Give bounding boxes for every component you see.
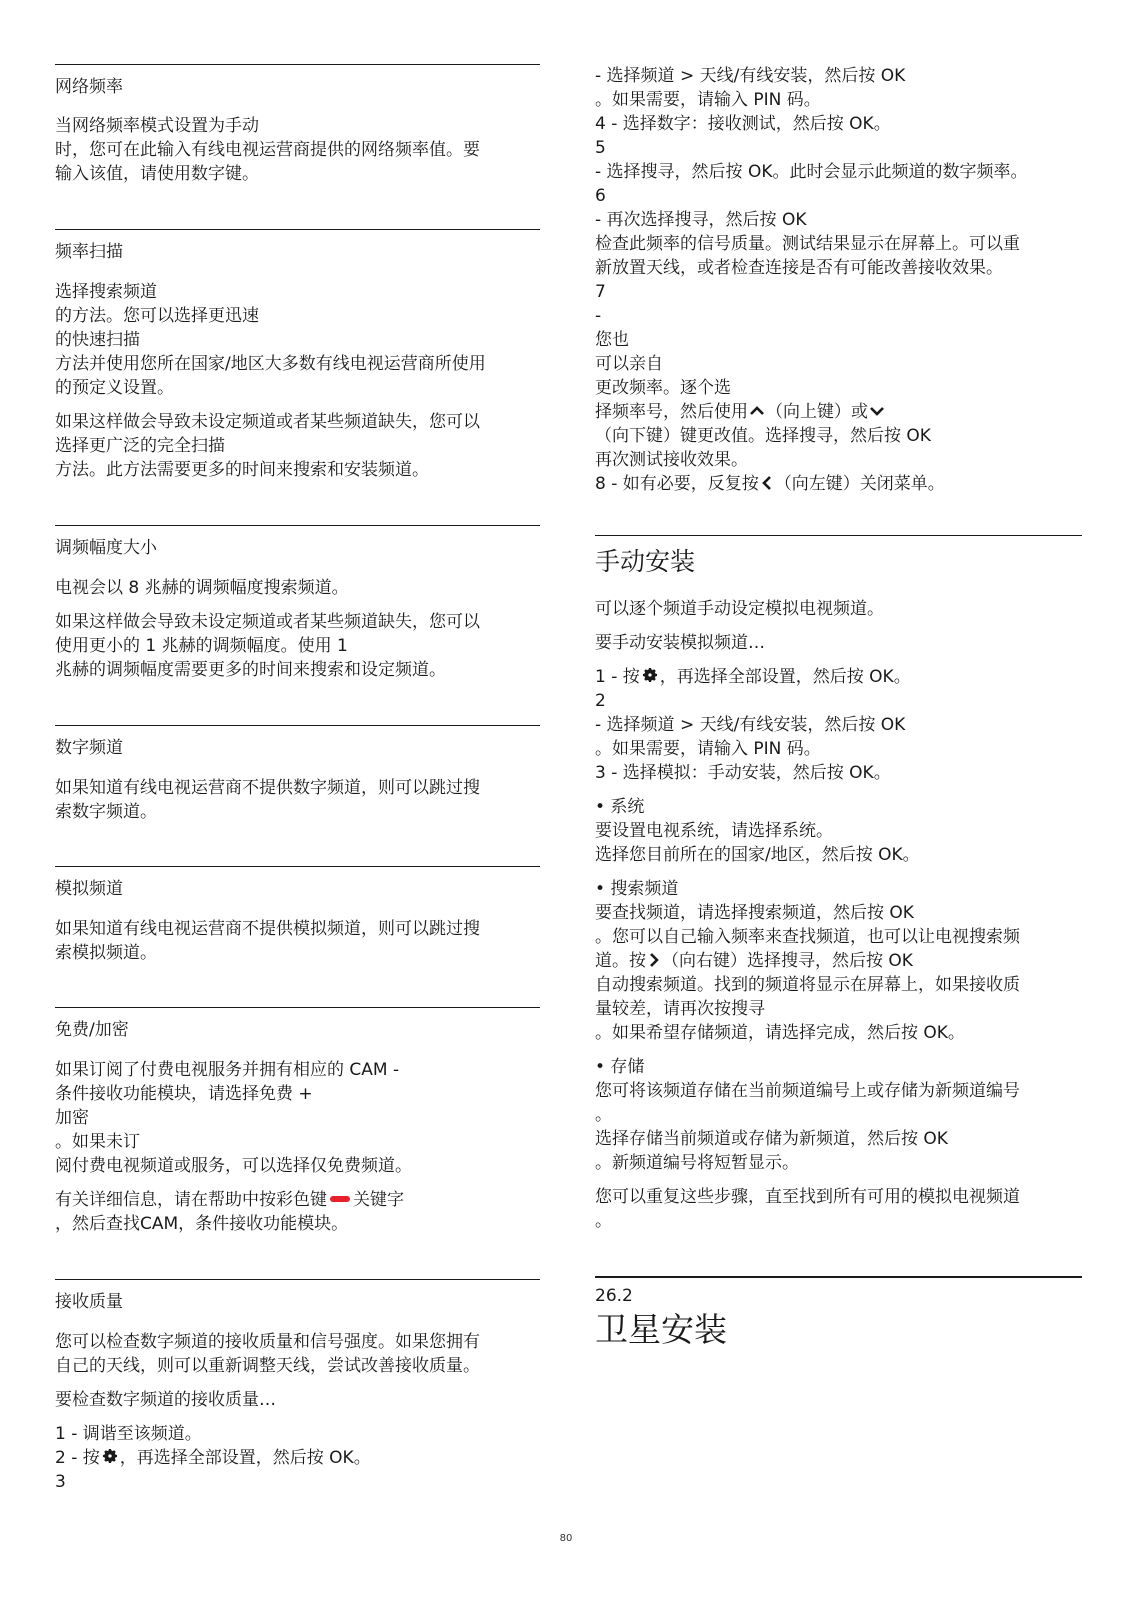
section-title-manual-installation: 手动安装 [595, 547, 696, 576]
paragraph-line: 要查找频道，请选择搜索频道，然后按 OK [595, 903, 914, 923]
paragraph-line: ，然后查找CAM，条件接收功能模块。 [55, 1214, 349, 1234]
section-title-digital-channels: 数字频道 [55, 738, 123, 758]
paragraph-line: 时，您可在此输入有线电视运营商提供的网络频率值。要 [55, 140, 480, 160]
paragraph-line: 方法并使用您所在国家/地区大多数有线电视运营商所使用 [55, 354, 486, 374]
paragraph-line: 要设置电视系统，请选择系统。 [595, 821, 833, 841]
text-fragment: （向左键）关闭菜单。 [774, 474, 945, 494]
paragraph-line: （向下键）键更改值。选择搜寻，然后按 OK [595, 426, 931, 446]
paragraph-line: 使用更小的 1 兆赫的调频幅度。使用 1 [55, 636, 348, 656]
paragraph-line: 量较差，请再次按搜寻 [595, 999, 765, 1019]
page-number: 80 [559, 1533, 573, 1544]
paragraph-line: 的预定义设置。 [55, 378, 174, 398]
paragraph-line: 。您可以自己输入频率来查找频道，也可以让电视搜索频 [595, 927, 1020, 947]
paragraph-line: 的快速扫描 [55, 330, 140, 350]
paragraph-line [595, 665, 911, 689]
chevron-up-icon [749, 403, 765, 419]
settings-gear-icon [641, 666, 659, 684]
paragraph-line: 您可以检查数字频道的接收质量和信号强度。如果您拥有 [55, 1332, 480, 1352]
paragraph-line: 1 - 调谐至该频道。 [55, 1424, 202, 1444]
section-divider [55, 229, 540, 230]
paragraph-line: 6 [595, 186, 606, 206]
paragraph-line [595, 400, 886, 424]
chapter-title: 卫星安装 [595, 1310, 727, 1349]
paragraph-line: 3 - 选择模拟：手动安装，然后按 OK。 [595, 763, 891, 783]
section-divider [595, 535, 1082, 536]
paragraph-line: 3 [55, 1472, 66, 1492]
paragraph-line: 自己的天线，则可以重新调整天线，尝试改善接收质量。 [55, 1356, 480, 1376]
paragraph-line: 的方法。您可以选择更迅速 [55, 306, 259, 326]
paragraph-line: 选择存储当前频道或存储为新频道，然后按 OK [595, 1129, 948, 1149]
paragraph-line: 2 [595, 691, 606, 711]
paragraph-line: 加密 [55, 1108, 89, 1128]
text-fragment: （向上键）或 [766, 402, 868, 422]
bullet-heading: • 存储 [595, 1057, 645, 1077]
paragraph-line: 如果这样做会导致未设定频道或者某些频道缺失，您可以 [55, 412, 480, 432]
paragraph-line: 阅付费电视频道或服务，可以选择仅免费频道。 [55, 1156, 412, 1176]
paragraph-line: 如果知道有线电视运营商不提供数字频道，则可以跳过搜 [55, 778, 480, 798]
paragraph-line [55, 1188, 404, 1212]
paragraph-line: 。如果未订 [55, 1132, 140, 1152]
text-fragment: 8 - 如有必要，反复按 [595, 474, 759, 494]
section-title-analog-channels: 模拟频道 [55, 879, 123, 899]
paragraph-line: 。如果希望存储频道，请选择完成，然后按 OK。 [595, 1023, 965, 1043]
paragraph-line: 。 [595, 1105, 612, 1125]
paragraph-line: - 再次选择搜寻，然后按 OK [595, 210, 807, 230]
paragraph-line [595, 949, 913, 973]
paragraph-line: 。 [595, 1211, 612, 1231]
paragraph-line: 当网络频率模式设置为手动 [55, 116, 259, 136]
text-fragment: ，再选择全部设置，然后按 OK。 [659, 667, 911, 687]
paragraph-line: 再次测试接收效果。 [595, 450, 748, 470]
chevron-left-icon [760, 475, 774, 491]
section-divider [55, 1007, 540, 1008]
paragraph-line: 。如果需要，请输入 PIN 码。 [595, 739, 821, 759]
paragraph-line: 方法。此方法需要更多的时间来搜索和安装频道。 [55, 460, 429, 480]
paragraph-line: 如果订阅了付费电视服务并拥有相应的 CAM - [55, 1060, 400, 1080]
paragraph-line: 要检查数字频道的接收质量… [55, 1390, 276, 1410]
bullet-heading: • 搜索频道 [595, 879, 679, 899]
paragraph-line: 您也 [595, 330, 629, 350]
paragraph-line: 选择搜索频道 [55, 282, 157, 302]
paragraph-line: 可以逐个频道手动设定模拟电视频道。 [595, 599, 884, 619]
section-title-free-scrambled: 免费/加密 [55, 1020, 129, 1040]
chapter-number: 26.2 [595, 1286, 633, 1306]
text-fragment: ，再选择全部设置，然后按 OK。 [119, 1448, 371, 1468]
paragraph-line: 您可将该频道存储在当前频道编号上或存储为新频道编号 [595, 1081, 1020, 1101]
paragraph-line: 索数字频道。 [55, 802, 157, 822]
paragraph-line: 选择您目前所在的国家/地区，然后按 OK。 [595, 845, 920, 865]
text-fragment: 有关详细信息，请在帮助中按彩色键 [55, 1190, 327, 1210]
paragraph-line: - 选择频道 > 天线/有线安装，然后按 OK [595, 715, 906, 735]
text-fragment: 择频率号，然后使用 [595, 402, 748, 422]
text-fragment: 关键字 [353, 1190, 404, 1210]
chevron-right-icon [647, 952, 661, 968]
paragraph-line: 4 - 选择数字：接收测试，然后按 OK。 [595, 114, 891, 134]
paragraph-line: 输入该值，请使用数字键。 [55, 164, 259, 184]
paragraph-line: 自动搜索频道。找到的频道将显示在屏幕上，如果接收质 [595, 975, 1020, 995]
text-fragment: （向右键）选择搜寻，然后按 OK [662, 951, 913, 971]
paragraph-line: 7 [595, 282, 606, 302]
paragraph-line: 。如果需要，请输入 PIN 码。 [595, 90, 821, 110]
chevron-down-icon [869, 403, 885, 419]
section-title-network-frequency: 网络频率 [55, 77, 123, 97]
text-fragment: 2 - 按 [55, 1448, 100, 1468]
paragraph-line: 兆赫的调频幅度需要更多的时间来搜索和设定频道。 [55, 660, 446, 680]
section-divider [55, 525, 540, 526]
paragraph-line: 新放置天线，或者检查连接是否有可能改善接收效果。 [595, 258, 1003, 278]
paragraph-line: 如果这样做会导致未设定频道或者某些频道缺失，您可以 [55, 612, 480, 632]
paragraph-line: 条件接收功能模块，请选择免费 + [55, 1084, 313, 1104]
paragraph-line: 要手动安装模拟频道… [595, 633, 765, 653]
paragraph-line: 可以亲自 [595, 354, 663, 374]
section-title-reception-quality: 接收质量 [55, 1292, 123, 1312]
paragraph-line: - 选择频道 > 天线/有线安装，然后按 OK [595, 66, 906, 86]
text-fragment: 道。按 [595, 951, 646, 971]
paragraph-line: - 选择搜寻，然后按 OK。此时会显示此频道的数字频率。 [595, 162, 1028, 182]
paragraph-line: 如果知道有线电视运营商不提供模拟频道，则可以跳过搜 [55, 919, 480, 939]
section-title-frequency-scan: 频率扫描 [55, 242, 123, 262]
chapter-divider [595, 1276, 1082, 1278]
paragraph-line: 。新频道编号将短暂显示。 [595, 1153, 799, 1173]
section-divider [55, 1279, 540, 1280]
section-title-step-size: 调频幅度大小 [55, 538, 157, 558]
paragraph-line: 5 [595, 138, 606, 158]
section-divider [55, 725, 540, 726]
paragraph-line: - [595, 306, 602, 326]
section-divider [55, 866, 540, 867]
red-color-key-icon [330, 1196, 350, 1202]
paragraph-line [595, 472, 945, 496]
paragraph-line: 检查此频率的信号质量。测试结果显示在屏幕上。可以重 [595, 234, 1020, 254]
section-divider [55, 64, 540, 65]
settings-gear-icon [101, 1447, 119, 1465]
text-fragment: 1 - 按 [595, 667, 640, 687]
paragraph-line: 索模拟频道。 [55, 943, 157, 963]
paragraph-line: 电视会以 8 兆赫的调频幅度搜索频道。 [55, 578, 349, 598]
paragraph-line: 更改频率。逐个选 [595, 378, 731, 398]
paragraph-line: 选择更广泛的完全扫描 [55, 436, 225, 456]
paragraph-line: 您可以重复这些步骤，直至找到所有可用的模拟电视频道 [595, 1187, 1020, 1207]
bullet-heading: • 系统 [595, 797, 645, 817]
paragraph-line [55, 1446, 371, 1470]
